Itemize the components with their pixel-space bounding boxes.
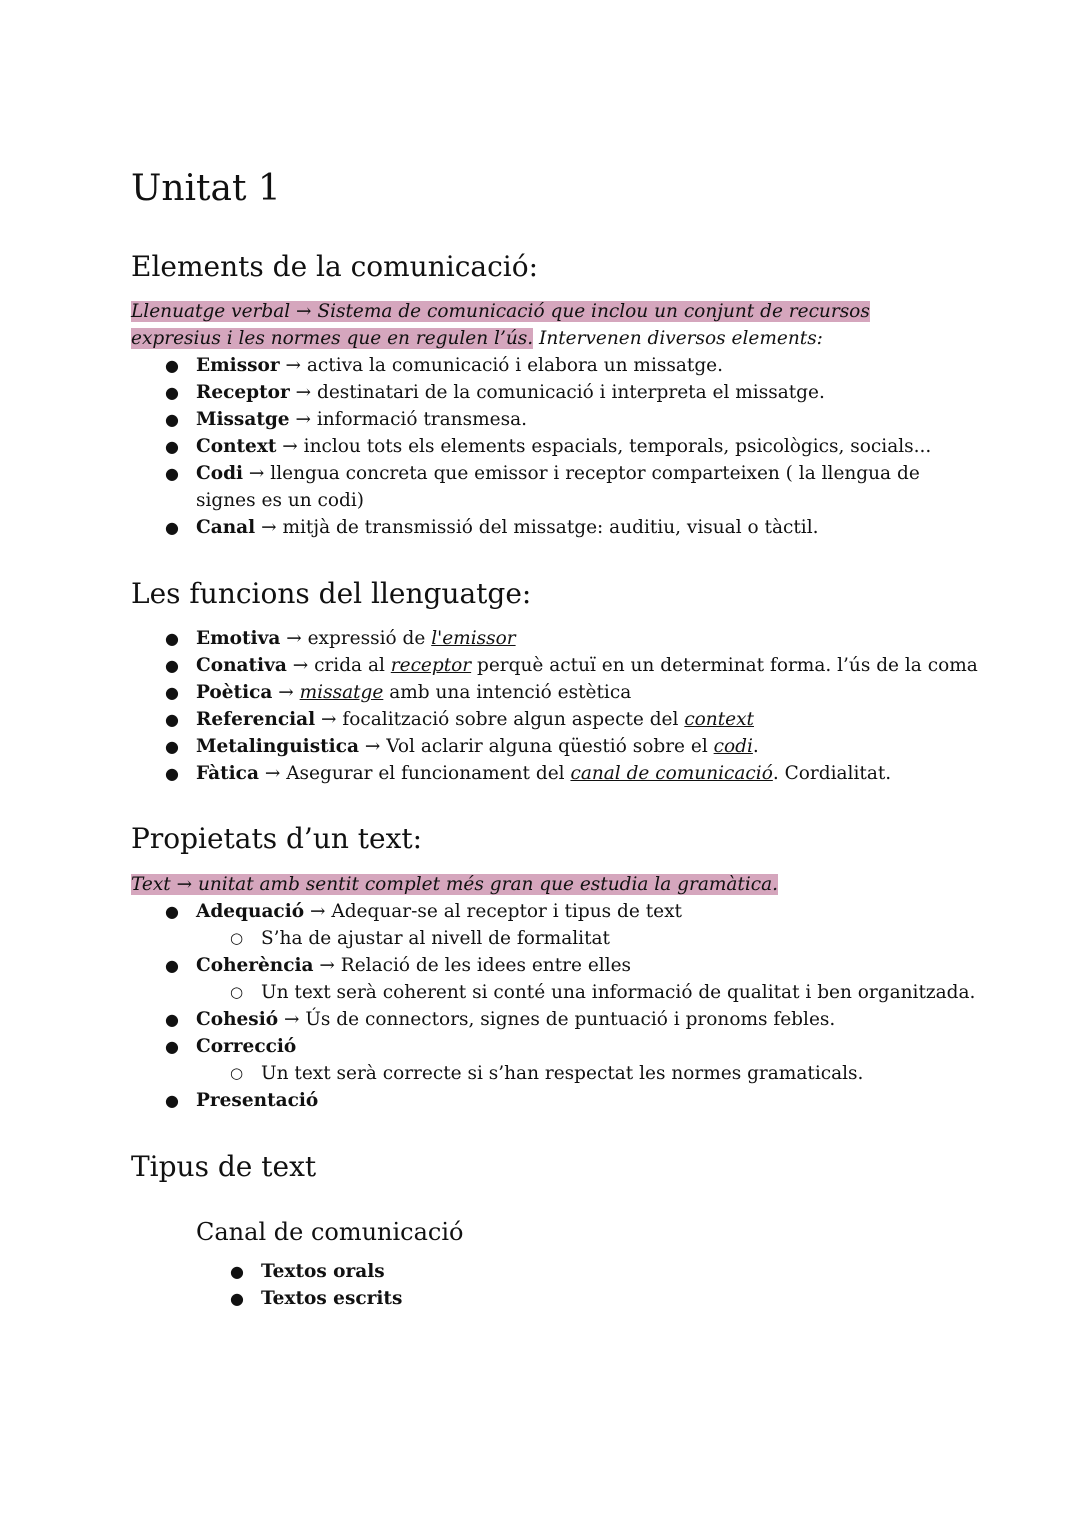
bullet-icon: ● (165, 737, 179, 756)
item-description-tail: amb una intenció estètica (383, 682, 632, 703)
item-description: → crida al (286, 655, 391, 676)
item-term: Textos escrits (261, 1288, 403, 1309)
bullet-icon: ● (165, 356, 179, 375)
item-term: Conativa (196, 655, 287, 676)
bullet-icon: ● (165, 683, 179, 702)
list-item (131, 760, 951, 787)
list-item (131, 625, 951, 652)
bullet-icon: ● (165, 1010, 179, 1029)
item-description-tail: . Cordialitat. (772, 763, 892, 784)
item-term: Cohesió (196, 1009, 279, 1030)
list-item (131, 1285, 951, 1312)
list-item (131, 379, 951, 406)
item-term: Fàtica (196, 763, 259, 784)
item-description: → llengua concreta que emissor i receptor comparteixen ( la llengua de signes es un codi) (196, 463, 920, 511)
bullet-icon: ● (230, 1289, 244, 1308)
text-types-list (131, 1258, 951, 1312)
bullet-icon: ● (165, 464, 179, 483)
item-description: → Adequar-se al receptor i tipus de text (304, 901, 682, 922)
list-item (131, 1033, 951, 1060)
sub-item-text: Un text serà correcte si s’han respectat les normes gramaticals. (261, 1063, 864, 1084)
item-description: → mitjà de transmissió del missatge: auditiu, visual o tàctil. (255, 517, 819, 538)
highlighted-definition: Text → unitat amb sentit complet més gran que estudia la gramàtica. (131, 874, 779, 895)
list-item (131, 733, 951, 760)
bullet-icon: ● (165, 518, 179, 537)
bullet-icon: ● (165, 629, 179, 648)
list-item (131, 952, 951, 979)
sub-item-text: Un text serà coherent si conté una informació de qualitat i ben organitzada. (261, 982, 976, 1003)
list-item (131, 460, 951, 514)
item-term: Correcció (196, 1036, 297, 1057)
item-description: → destinatari de la comunicació i interpreta el missatge. (289, 382, 825, 403)
item-term: Coherència (196, 955, 314, 976)
section-intro-elements (131, 298, 931, 352)
list-item (131, 706, 951, 733)
bullet-icon: ● (165, 1091, 179, 1110)
list-item (131, 1258, 951, 1285)
item-term: Canal (196, 517, 256, 538)
list-item (131, 1087, 951, 1114)
bullet-icon: ● (165, 902, 179, 921)
item-term: Codi (196, 463, 244, 484)
item-description: → Relació de les idees entre elles (313, 955, 632, 976)
section-heading-elements: Elements de la comunicació: (131, 250, 538, 283)
underlined-term: codi (713, 736, 753, 757)
item-description: → Ús de connectors, signes de puntuació i pronoms febles. (278, 1009, 836, 1030)
list-item (131, 433, 951, 460)
list-item (131, 352, 951, 379)
bullet-icon: ● (165, 410, 179, 429)
bullet-icon: ● (165, 956, 179, 975)
section-heading-functions: Les funcions del llenguatge: (131, 577, 532, 610)
item-term: Emissor (196, 355, 280, 376)
item-term: Presentació (196, 1090, 319, 1111)
subsection-heading-channel: Canal de comunicació (196, 1218, 464, 1246)
item-description: → Asegurar el funcionament del (258, 763, 571, 784)
list-item (131, 1006, 951, 1033)
sub-item-text: S’ha de ajustar al nivell de formalitat (261, 928, 610, 949)
item-description-tail: . (752, 736, 759, 757)
bullet-icon: ● (165, 1037, 179, 1056)
bullet-icon: ● (165, 383, 179, 402)
underlined-term: missatge (299, 682, 384, 703)
section-heading-properties: Propietats d’un text: (131, 822, 423, 855)
bullet-icon: ● (165, 437, 179, 456)
item-term: Textos orals (261, 1261, 385, 1282)
item-description: → focalització sobre algun aspecte del (315, 709, 685, 730)
list-item (131, 679, 951, 706)
item-term: Referencial (196, 709, 316, 730)
hollow-bullet-icon: ○ (230, 983, 244, 1001)
intro-continuation: Intervenen diversos elements: (533, 328, 823, 349)
sub-list-item (131, 1060, 951, 1087)
functions-list (131, 625, 978, 787)
item-term: Adequació (196, 901, 305, 922)
item-term: Missatge (196, 409, 290, 430)
list-item (131, 898, 951, 925)
item-description: → (272, 682, 300, 703)
item-term: Receptor (196, 382, 290, 403)
item-description: → expressió de (280, 628, 432, 649)
sub-list-item (131, 925, 951, 952)
bullet-icon: ● (230, 1262, 244, 1281)
elements-list (131, 352, 951, 541)
underlined-term: context (684, 709, 754, 730)
underlined-term: l'emissor (431, 628, 516, 649)
item-description: → informació transmesa. (289, 409, 527, 430)
properties-list (131, 898, 976, 1114)
highlighted-definition: Llenuatge verbal → Sistema de comunicació que inclou un conjunt de recursos expresius i les normes que en regulen l’ús. (131, 301, 870, 349)
hollow-bullet-icon: ○ (230, 1064, 244, 1082)
item-description: → activa la comunicació i elabora un missatge. (279, 355, 724, 376)
item-term: Metalinguistica (196, 736, 359, 757)
bullet-icon: ● (165, 656, 179, 675)
item-description: → Vol aclarir alguna qüestió sobre el (358, 736, 714, 757)
item-description: → inclou tots els elements espacials, temporals, psicològics, socials... (276, 436, 932, 457)
item-term: Poètica (196, 682, 273, 703)
document-title: Unitat 1 (131, 168, 281, 209)
sub-list-item (131, 979, 976, 1006)
bullet-icon: ● (165, 764, 179, 783)
underlined-term: receptor (390, 655, 472, 676)
list-item (131, 652, 978, 679)
underlined-term: canal de comunicació (570, 763, 773, 784)
list-item (131, 514, 951, 541)
section-heading-text-types: Tipus de text (131, 1150, 317, 1183)
bullet-icon: ● (165, 710, 179, 729)
hollow-bullet-icon: ○ (230, 929, 244, 947)
item-term: Context (196, 436, 277, 457)
item-term: Emotiva (196, 628, 281, 649)
list-item (131, 406, 951, 433)
section-intro-properties (131, 871, 931, 898)
item-description-tail: perquè actuï en un determinat forma. l’ús de la coma (471, 655, 978, 676)
